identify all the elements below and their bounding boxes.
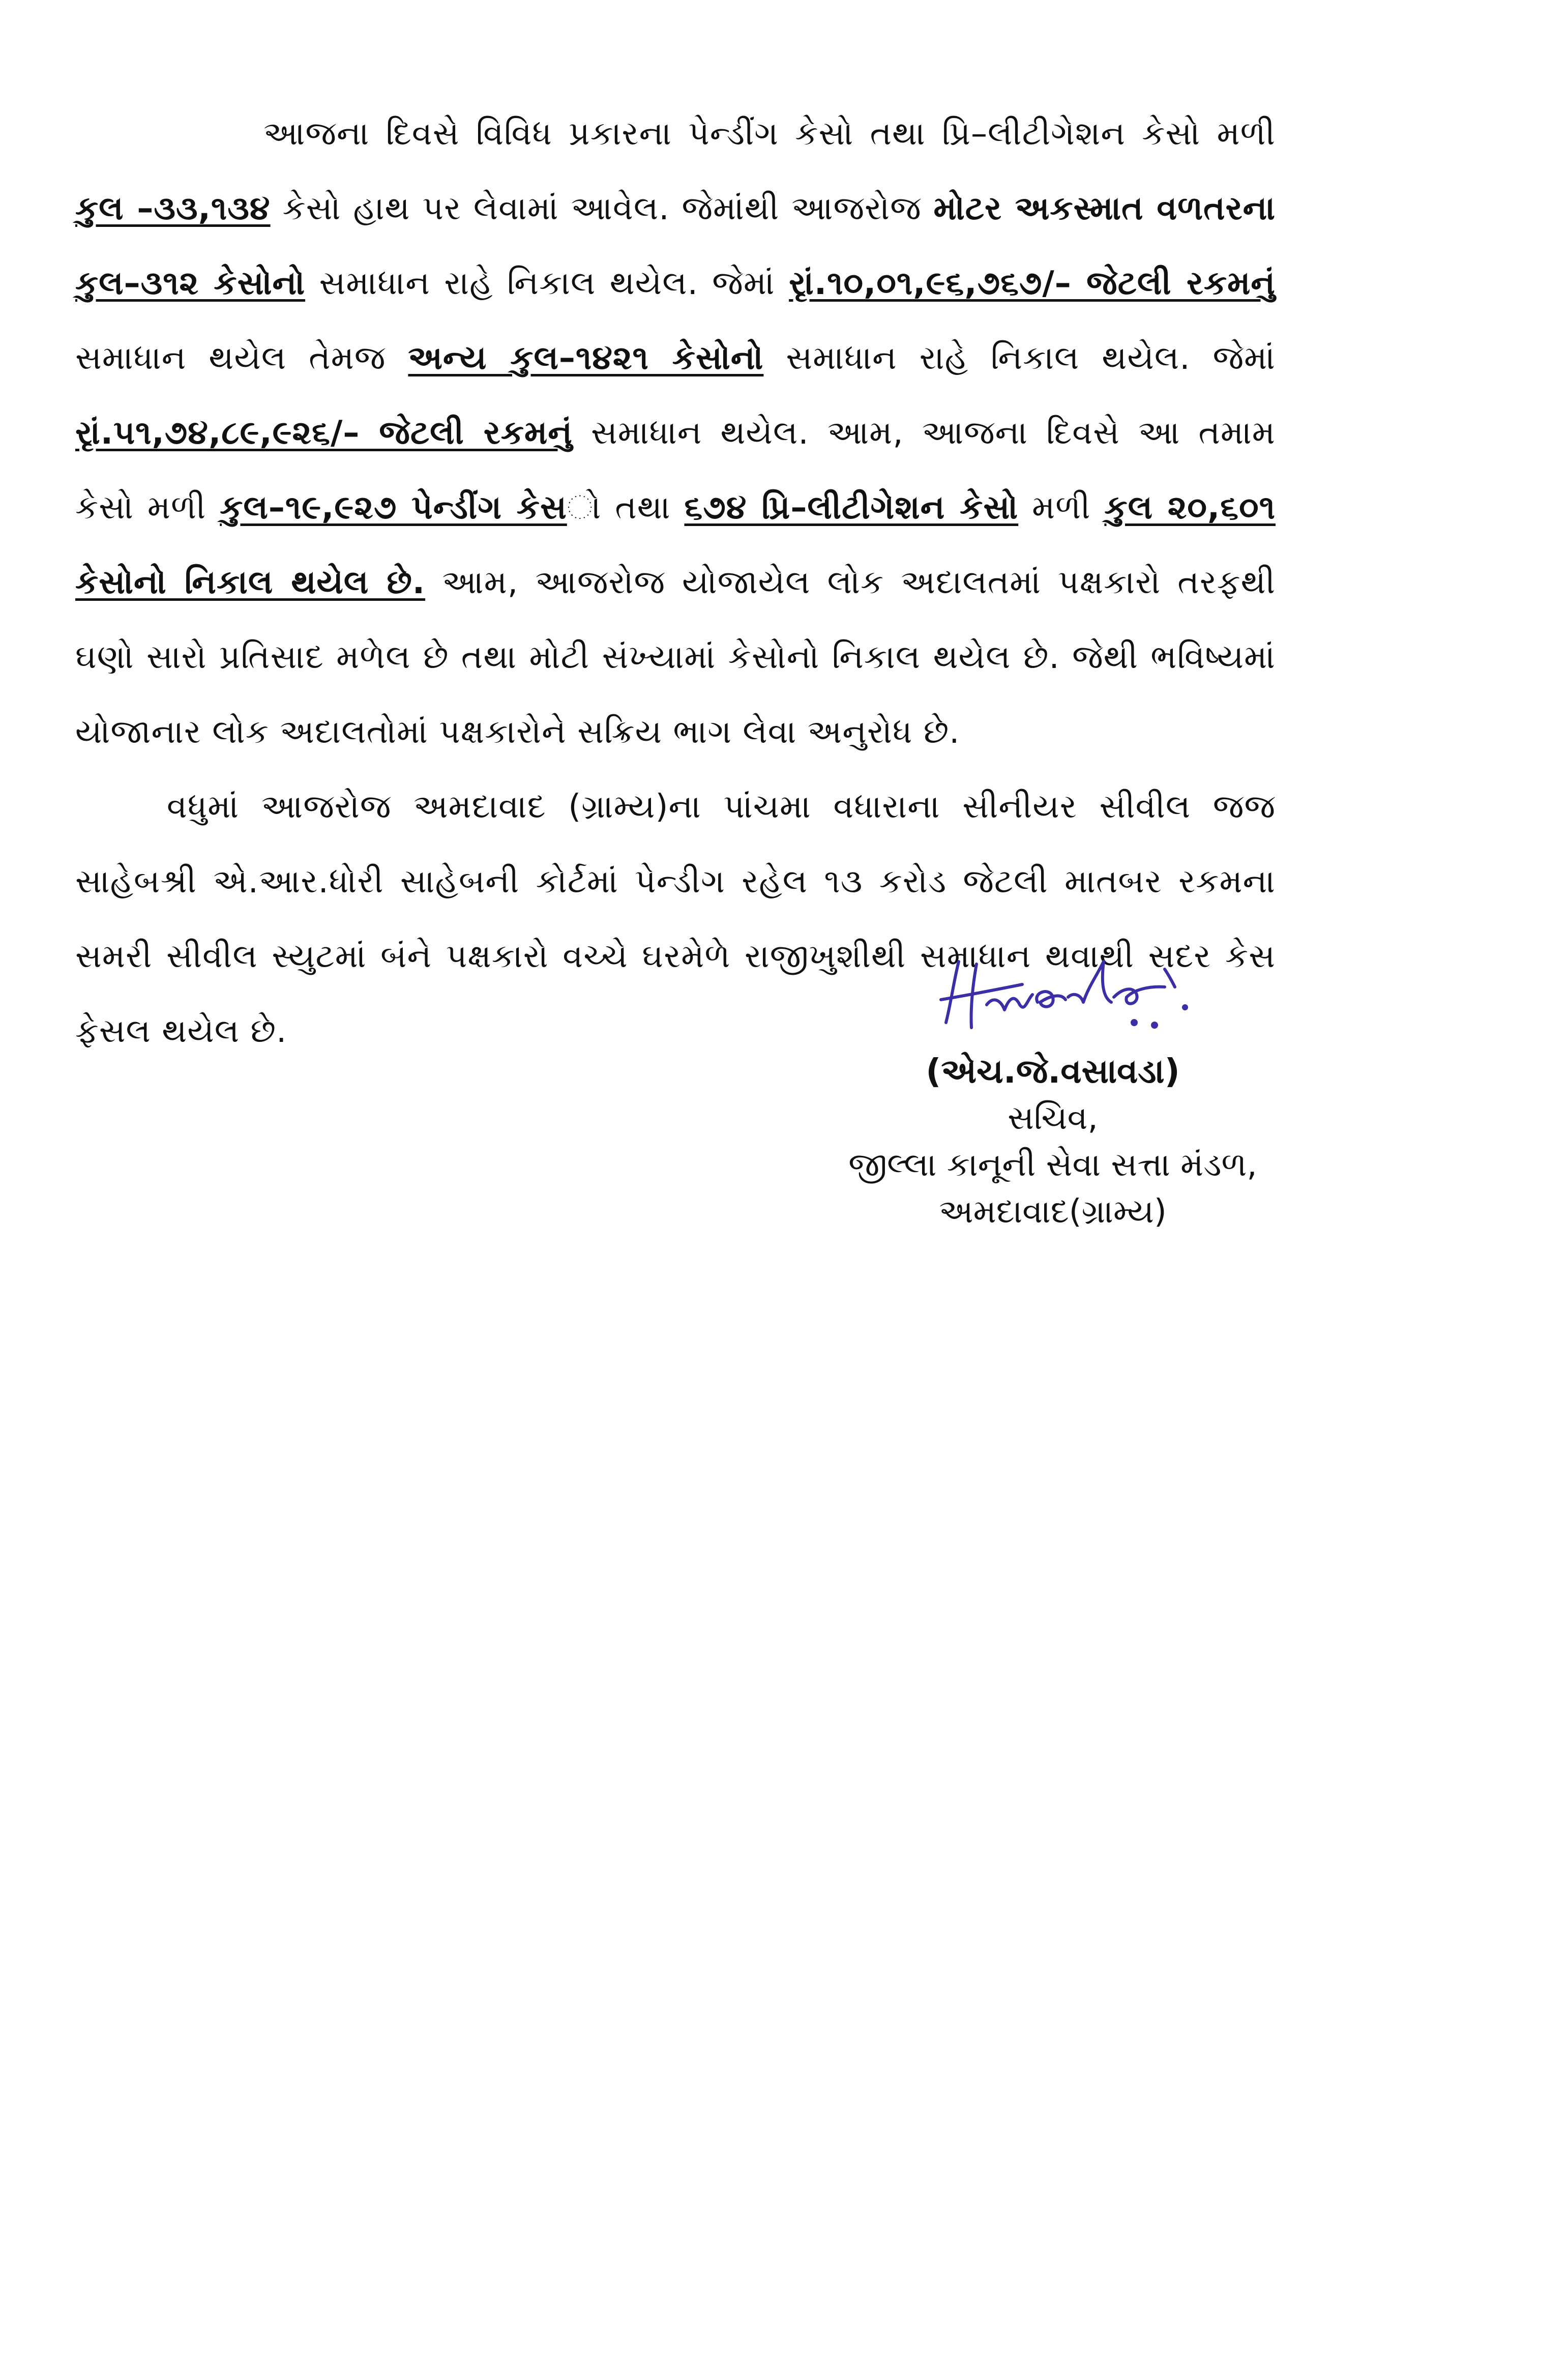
emphasized-text-run: રૃાં.૫૧,૭૪,૮૯,૯૨૬/– જેટલી રકમનું — [75, 414, 573, 452]
text-run: આમ, આજરોજ યોજાયેલ લોક અદાલતમાં પક્ષકારો તરફથી ઘણો સારો પ્રતિસાદ મળેલ છે તથા મોટી સંખ્યામાં કેસોનો નિકાલ થયેલ છે. જેથી ભવિષ્યમાં યોજાનાર લોક અદાલતોમાં પક્ષકારોને સક્રિય ભાગ લેવા અનુરોધ છે. — [75, 564, 1276, 751]
signatory-designation: સચિવ, — [1008, 1099, 1098, 1137]
text-run: સમાધાન થયેલ. આમ, આજના દિવસે આ તમામ કેસો મળી — [75, 414, 1276, 527]
text-run: સમાધાન રાહે નિકાલ થયેલ. જેમાં — [305, 265, 789, 302]
text-run: સમાધાન રાહે નિકાલ થયેલ. જેમાં — [763, 339, 1276, 377]
text-run: મળી — [1018, 489, 1105, 527]
emphasized-text-run: કુલ–૩૧૨ કેસોનો — [75, 265, 306, 302]
document-body — [75, 97, 1276, 1069]
emphasized-text-run: ૬૭૪ પ્રિ–લીટીગેશન કેસો — [684, 489, 1019, 527]
text-run: ો તથા — [567, 489, 685, 527]
emphasized-text-run: મોટર અકસ્માત વળતરના — [933, 190, 1276, 227]
paragraph-summary — [75, 97, 1276, 770]
signatory-office: જીલ્લા કાનૂની સેવા સત્તા મંડળ, — [848, 1146, 1257, 1184]
emphasized-text-run: કુલ–૧૯,૯૨૭ પેન્ડીંગ કેસ — [220, 489, 567, 527]
emphasized-text-run: રૃાં.૧૦,૦૧,૯૬,૭૬૭/– જેટલી રકમનું — [789, 265, 1276, 302]
emphasized-text-run: કુલ –૩૩,૧૩૪ — [75, 190, 271, 227]
signatory-name: (એચ.જે.વસાવડા) — [926, 1052, 1180, 1091]
emphasized-text-run: અન્ય કુલ–૧૪૨૧ કેસોનો — [408, 339, 764, 377]
text-run: સમાધાન થયેલ તેમજ — [75, 339, 408, 377]
text-run: આજના દિવસે વિવિધ પ્રકારના પેન્ડીંગ કેસો તથા પ્રિ–લીટીગેશન કેસો મળી — [263, 115, 1276, 153]
text-run: કેસો હાથ પર લેવામાં આવેલ. જેમાંથી આજરોજ — [270, 190, 934, 227]
signature-block — [824, 946, 1282, 1235]
signatory-place: અમદાવાદ(ગ્રામ્ય) — [939, 1193, 1167, 1231]
paragraph-court-settlement: વધુમાં આજરોજ અમદાવાદ (ગ્રામ્ય)ના પાંચમા વધારાના સીનીયર સીવીલ જજ સાહેબશ્રી એ.આર.ધોરી સાહેબની કોર્ટમાં પેન્ડીગ રહેલ ૧૩ કરોડ જેટલી માતબર રકમના સમરી સીવીલ સ્યુટમાં બંને પક્ષકારો વચ્ચે ઘરમેળે રાજીખુશીથી સમાધાન થવાથી સદર કેસ ફેસલ થયેલ છે. — [75, 788, 1276, 1050]
emphasized-text-run: કુલ ૨૦,૬૦૧ કેસોનો નિકાલ થયેલ છે. — [75, 489, 1276, 601]
handwritten-signature — [910, 946, 1195, 1043]
